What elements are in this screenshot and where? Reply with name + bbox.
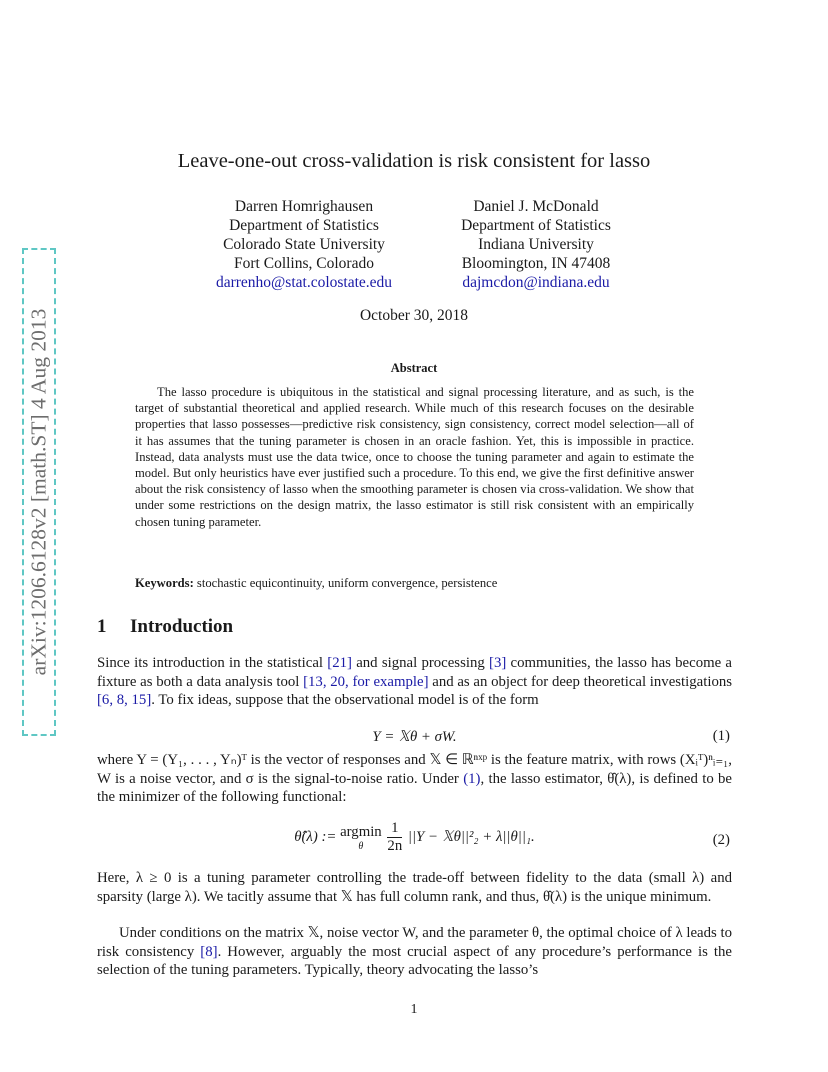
intro-paragraph-4 [97, 924, 732, 980]
argmin-op: argmin [340, 823, 382, 840]
citation-link[interactable]: [13, 20, for example] [303, 673, 429, 690]
text-run: where Y = (Y₁, . . . , Yₙ)ᵀ is the vector of responses and 𝕏 ∈ ℝⁿˣᵖ is the feature matrix, with rows (Xᵢᵀ)ⁿᵢ₌₁, W is a noise vector, and σ is the signal-to-noise ratio. Under [97, 752, 732, 787]
author-block-2 [440, 197, 632, 292]
arxiv-id: arXiv:1206.6128v2 [math.ST] 4 Aug 2013 [26, 308, 51, 676]
author-location: Fort Collins, Colorado [234, 255, 374, 272]
keywords [135, 576, 735, 591]
text-run: Since its introduction in the statistical [97, 655, 328, 671]
citation-link[interactable]: [3] [489, 655, 507, 671]
text-run: , the lasso estimator, θ̂(λ), is defined to be the minimizer of the following functional: [97, 770, 732, 806]
author-dept: Department of Statistics [229, 217, 379, 234]
keywords-label: Keywords: [135, 576, 194, 590]
text-run: Under conditions on the matrix 𝕏, noise vector W, and the parameter θ, the optimal choice of λ leads to risk consistency [97, 925, 732, 960]
equation-1 [97, 728, 732, 748]
eq-fraction [387, 820, 402, 855]
frac-numerator: 1 [387, 820, 402, 838]
author-name: Daniel J. McDonald [473, 198, 599, 215]
citation-link[interactable]: [21] [327, 655, 352, 671]
keywords-text: stochastic equicontinuity, uniform convergence, persistence [196, 576, 498, 590]
author-univ: Indiana University [478, 236, 594, 253]
author-dept: Department of Statistics [461, 217, 611, 234]
intro-paragraph-3: Here, λ ≥ 0 is a tuning parameter controlling the trade-off between fidelity to the data (small λ) and sparsity (large λ). We tacitly assume that 𝕏 has full column rank, and thus, θ̂(λ) is the unique minimum. [97, 870, 732, 905]
author-name: Darren Homrighausen [234, 198, 374, 215]
abstract-text: The lasso procedure is ubiquitous in the statistical and signal processing literature, and as such, is the target of substantial theoretical and applied research. While much of this research focuses on the desirable properties that lasso possesses—predictive risk consistency, sign consistency, correct model selection—all of it has assumes that the tuning parameter is chosen in an oracle fashion. Yet, this is impossible in practice. Instead, data analysts must use the data twice, once to choose the tuning parameter and again to estimate the model. But only heuristics have ever justified such a procedure. To this end, we give the first definitive answer about the risk consistency of lasso when the smoothing parameter is chosen via cross-validation. We show that under some restrictions on the design matrix, the lasso estimator is still risk consistent with an empirically chosen tuning parameter. [135, 385, 694, 529]
author-email-link[interactable]: dajmcdon@indiana.edu [462, 274, 610, 291]
section-title: Introduction [130, 616, 234, 637]
text-run: and signal processing [351, 655, 490, 671]
paper-title: Leave-one-out cross-validation is risk consistent for lasso [177, 150, 651, 172]
equation-1-number: (1) [712, 728, 730, 744]
eq-rhs: ||Y − 𝕏θ||²₂ + λ||θ||₁. [407, 828, 535, 845]
equation-ref-link[interactable]: (1) [463, 770, 481, 787]
author-block-1 [200, 197, 408, 292]
text-run: and as an object for deep theoretical investigations [428, 673, 732, 690]
equation-2 [97, 820, 732, 864]
text-run: . However, arguably the most crucial aspect of any procedure’s performance is the selection of the tuning parameters. Typically, theory advocating the lasso’s [97, 943, 732, 979]
section-number: 1 [97, 616, 107, 637]
text-run: . To fix ideas, suppose that the observational model is of the form [151, 692, 539, 709]
intro-paragraph-2 [97, 751, 732, 807]
author-email-link[interactable]: darrenho@stat.colostate.edu [215, 274, 393, 291]
eq-argmin [340, 824, 382, 852]
text-run: communities, the lasso has become a fixture as both a data analysis tool [97, 655, 733, 690]
equation-1-body: Y = 𝕏θ + σW. [372, 729, 457, 745]
author-univ: Colorado State University [223, 236, 385, 253]
frac-denominator: 2n [387, 838, 403, 854]
equation-2-body [97, 820, 732, 855]
eq-lhs: θ̂(λ) := [294, 828, 341, 845]
citation-link[interactable]: [6, 8, 15] [97, 692, 152, 709]
argmin-sub: θ [358, 840, 364, 852]
page-number: 1 [410, 1002, 418, 1017]
intro-paragraph-1 [97, 654, 732, 710]
author-location: Bloomington, IN 47408 [461, 255, 611, 272]
section-heading [97, 616, 233, 638]
citation-link[interactable]: [8] [200, 943, 218, 960]
abstract-heading: Abstract [390, 361, 438, 375]
paper-date: October 30, 2018 [359, 307, 469, 324]
equation-2-number: (2) [712, 832, 730, 848]
